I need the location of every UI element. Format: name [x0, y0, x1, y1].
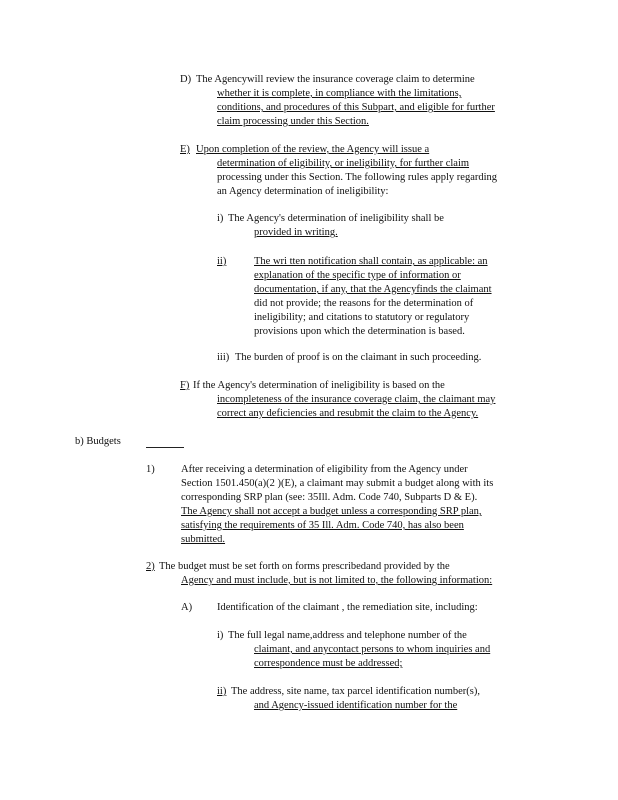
paragraph-2	[159, 560, 450, 574]
item-marker-2: 2)	[146, 561, 155, 572]
text-line: claim processing under this Section.	[217, 116, 369, 127]
paragraph-e-continued	[217, 157, 497, 199]
text-line: Section 1501.450(a)(2 )(E), a claimant may submit a budget along with its	[181, 478, 494, 489]
text-line: correct any deficiencies and resubmit the claim to the Agency.	[217, 408, 479, 419]
text-line: explanation of the specific type of information or	[254, 270, 461, 281]
text-line: The full legal name,address and telephone number of the	[228, 630, 467, 641]
paragraph-2-continued	[181, 574, 492, 588]
text-line: The burden of proof is on the claimant in such proceeding.	[235, 352, 482, 363]
item-marker-2-a-i: i)	[217, 630, 224, 641]
text-line: provided in writing.	[254, 227, 338, 238]
item-marker-2-a-ii: ii)	[217, 686, 227, 697]
paragraph-d-continued	[217, 87, 495, 129]
item-marker-1: 1)	[146, 464, 155, 475]
text-line: ineligibility; and citations to statutory or regulatory	[254, 312, 470, 323]
text-line: The budget must be set forth on forms prescribedand provided by the	[159, 561, 450, 572]
text-line: Agency and must include, but is not limited to, the following information:	[181, 575, 493, 586]
paragraph-e-i-continued	[254, 226, 338, 240]
item-marker-e-iii: iii)	[217, 352, 230, 363]
paragraph-d	[196, 73, 475, 87]
heading-rule	[146, 447, 184, 448]
text-line: documentation, if any, that the Agencyfinds the claimant	[254, 284, 492, 295]
text-line: did not provide; the reasons for the determination of	[254, 298, 474, 309]
text-line: incompleteness of the insurance coverage claim, the claimant may	[217, 394, 496, 405]
item-marker-2-a: A)	[181, 602, 193, 613]
text-line: satisfying the requirements of 35 Ill. Adm. Code 740, has also been	[181, 520, 464, 531]
section-heading-budgets: b) Budgets	[75, 436, 121, 447]
text-line: correspondence must be addressed;	[254, 658, 403, 669]
item-marker-f: F)	[180, 380, 190, 391]
text-line: whether it is complete, in compliance with the limitations,	[217, 88, 462, 99]
text-line: Identification of the claimant , the remediation site, including:	[217, 602, 478, 613]
text-line: The address, site name, tax parcel identification number(s),	[231, 686, 480, 697]
paragraph-e-i	[228, 212, 444, 226]
text-line: an Agency determination of ineligibility:	[217, 186, 389, 197]
text-line: determination of eligibility, or ineligibility, for further claim	[217, 158, 470, 169]
text-line: The Agencywill review the insurance coverage claim to determine	[196, 74, 475, 85]
text-line: The Agency's determination of ineligibility shall be	[228, 213, 444, 224]
text-line: The wri tten notification shall contain, as applicable: an	[254, 256, 488, 267]
paragraph-f-continued	[217, 393, 495, 421]
paragraph-2-a-i	[228, 629, 467, 643]
text-line: conditions, and procedures of this Subpart, and eligible for further	[217, 102, 495, 113]
paragraph-e-iii	[235, 351, 481, 365]
paragraph-e	[196, 143, 429, 157]
text-line: If the Agency's determination of ineligibility is based on the	[193, 380, 445, 391]
paragraph-f	[193, 379, 445, 393]
text-line: provisions upon which the determination is based.	[254, 326, 465, 337]
paragraph-2-a-i-continued	[254, 643, 490, 671]
item-marker-e: E)	[180, 144, 190, 155]
text-line: Upon completion of the review, the Agency will issue a	[196, 144, 430, 155]
item-marker-d: D)	[180, 74, 192, 85]
text-line: claimant, and anycontact persons to whom inquiries and	[254, 644, 491, 655]
item-marker-e-ii: ii)	[217, 256, 227, 267]
text-line: corresponding SRP plan (see: 35Ill. Adm. Code 740, Subparts D & E).	[181, 492, 478, 503]
text-line: processing under this Section. The following rules apply regarding	[217, 172, 498, 183]
paragraph-e-ii	[254, 255, 492, 339]
text-line: The Agency shall not accept a budget unless a corresponding SRP plan,	[181, 506, 482, 517]
text-line: After receiving a determination of eligibility from the Agency under	[181, 464, 468, 475]
paragraph-2-a	[217, 601, 478, 615]
paragraph-2-a-ii-continued	[254, 699, 457, 713]
paragraph-1	[181, 463, 493, 547]
text-line: and Agency-issued identification number for the	[254, 700, 458, 711]
item-marker-e-i: i)	[217, 213, 224, 224]
text-line: submitted.	[181, 534, 226, 545]
paragraph-2-a-ii	[231, 685, 480, 699]
